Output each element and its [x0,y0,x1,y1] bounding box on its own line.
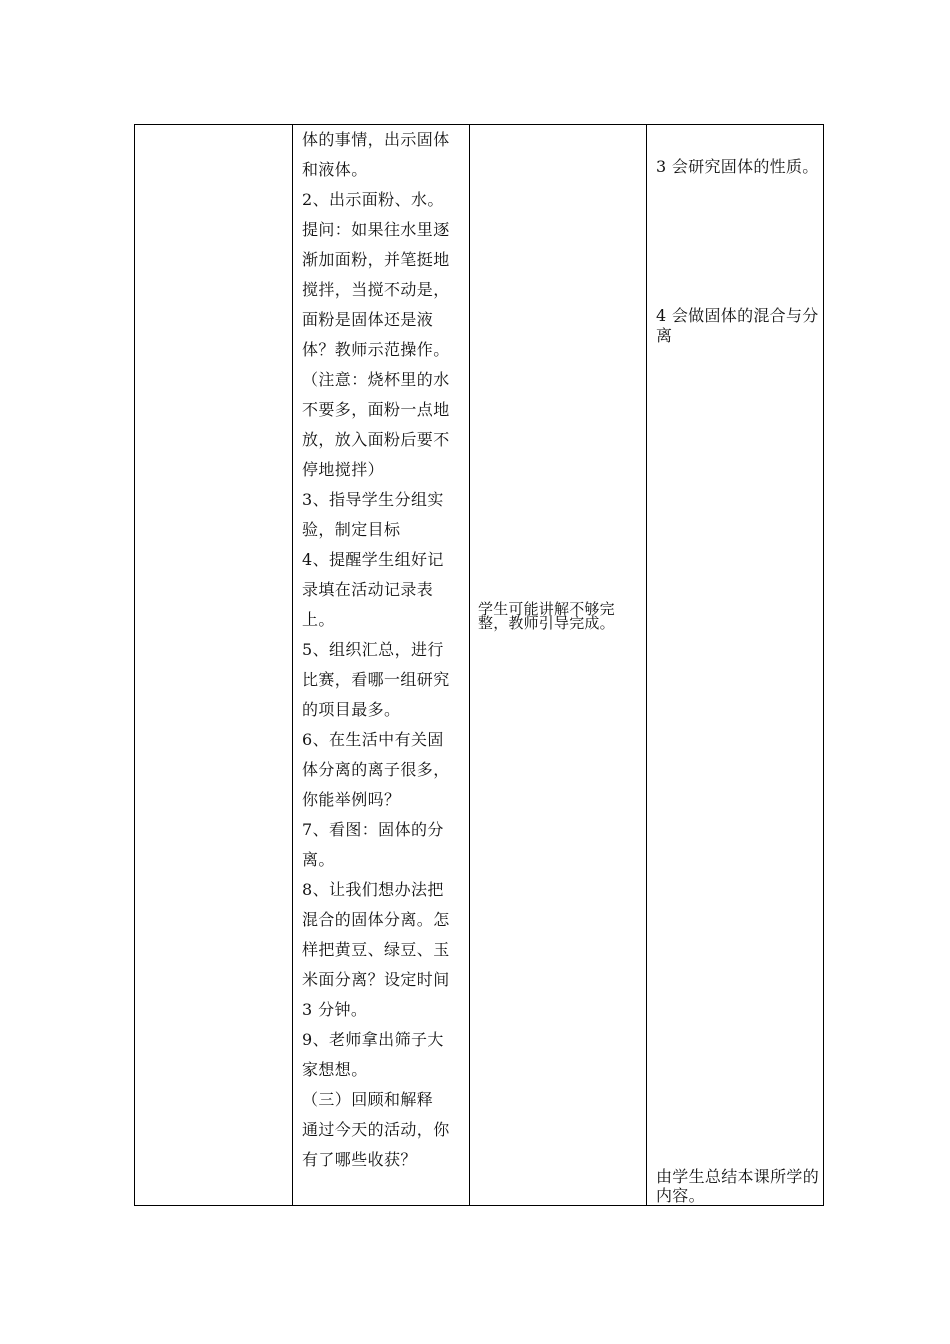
teaching-step-line: 面粉是固体还是液 [302,310,434,329]
teaching-step-line: 2、出示面粉、水。 [302,190,444,209]
student-expectation-text: 学生可能讲解不够完整，教师引导完成。 [478,600,615,632]
teaching-step-line: 6、在生活中有关固 [302,730,444,749]
teaching-step-line: 家想想。 [302,1060,368,1079]
table-cell-goals [647,125,824,1205]
teaching-step-line: 体？教师示范操作。 [302,340,450,359]
teaching-step-line: 9、老师拿出筛子大 [302,1030,444,1049]
teaching-step-line: 3 分钟。 [302,1000,368,1019]
teaching-step-line: 8、让我们想办法把 [302,880,444,899]
teaching-step-line: 米面分离？设定时间 [302,970,450,989]
goal-text: 4 会做固体的混合与分离 [656,306,819,345]
teaching-step-line: 上。 [302,610,335,629]
teaching-step-line: 不要多，面粉一点地 [302,400,450,419]
teaching-step-line: 搅拌，当搅不动是， [302,280,450,299]
table-cell-blank [135,125,292,1205]
table-cell-student-expectation [470,125,646,1205]
teaching-step-line: 录填在活动记录表 [302,580,434,599]
teaching-step-line: 放，放入面粉后要不 [302,430,450,449]
teaching-step-line: 混合的固体分离。怎 [302,910,450,929]
teaching-step-line: 验，制定目标 [302,520,401,539]
teaching-step-line: 体的事情，出示固体 [302,130,450,149]
teaching-step-line: 离。 [302,850,335,869]
goal-text: 3 会研究固体的性质。 [656,157,819,176]
teaching-step-line: 渐加面粉，并笔挺地 [302,250,450,269]
teaching-step-line: 5、组织汇总，进行 [302,640,444,659]
teaching-step-line: 样把黄豆、绿豆、玉 [302,940,450,959]
teaching-step-line: （注意：烧杯里的水 [302,370,450,389]
table-cell-teaching-steps [293,125,469,1205]
teaching-step-line: 体分离的离子很多， [302,760,450,779]
teaching-step-line: 提问：如果往水里逐 [302,220,450,239]
lesson-plan-table [134,124,824,1206]
teaching-step-line: 3、指导学生分组实 [302,490,444,509]
goal-text: 由学生总结本课所学的内容。 [656,1167,820,1205]
teaching-step-line: （三）回顾和解释 [302,1090,434,1109]
teaching-step-line: 4、提醒学生组好记 [302,550,444,569]
teaching-steps-text [302,125,469,1175]
teaching-step-line: 停地搅拌） [302,460,385,479]
teaching-step-line: 你能举例吗？ [302,790,401,809]
teaching-step-line: 的项目最多。 [302,700,401,719]
teaching-step-line: 有了哪些收获？ [302,1150,417,1169]
teaching-step-line: 比赛，看哪一组研究 [302,670,450,689]
teaching-step-line: 7、看图：固体的分 [302,820,444,839]
teaching-step-line: 通过今天的活动，你 [302,1120,450,1139]
teaching-step-line: 和液体。 [302,160,368,179]
